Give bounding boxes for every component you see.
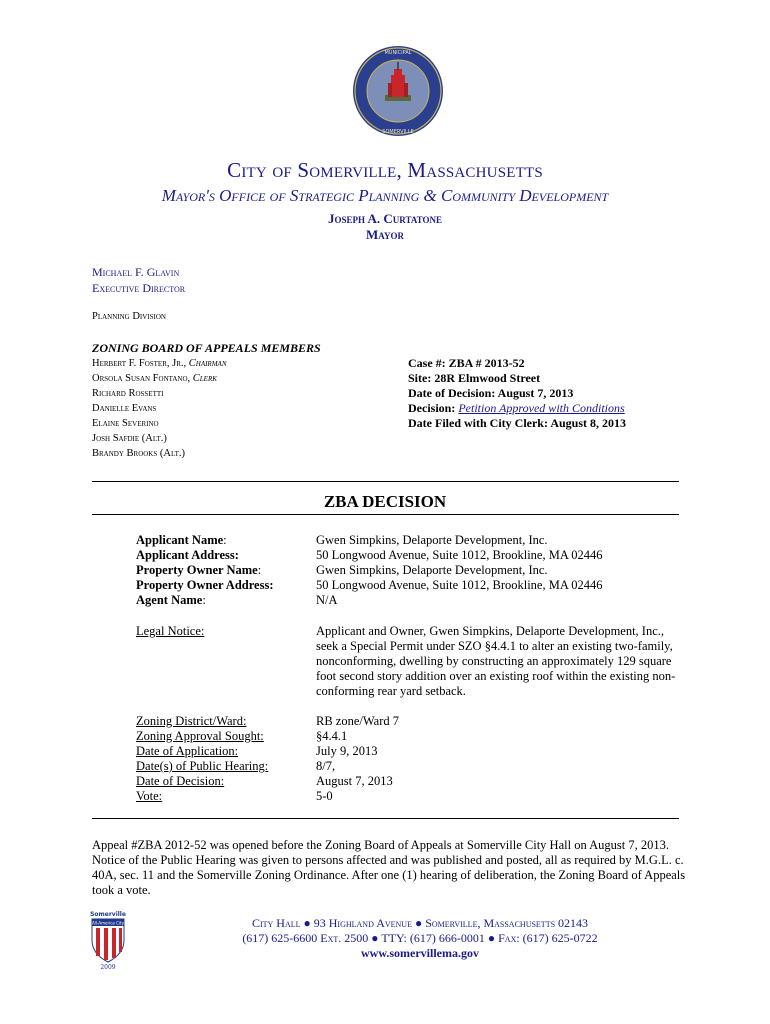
board-member: Brandy Brooks (Alt.) bbox=[92, 448, 185, 459]
zoning-value: §4.4.1 bbox=[316, 729, 348, 743]
board-member: Richard Rossetti bbox=[92, 388, 164, 399]
board-members-list bbox=[92, 356, 226, 461]
case-date-of-decision: Date of Decision: August 7, 2013 bbox=[408, 386, 574, 400]
footer-address: City Hall ● 93 Highland Avenue ● Somerville, Massachusetts 02143 bbox=[251, 916, 589, 930]
applicant-labels bbox=[136, 533, 274, 608]
zoning-value: 8/7, bbox=[316, 759, 336, 773]
footer-phone: (617) 625-6600 Ext. 2500 ● TTY: (617) 666-0001 ● Fax: (617) 625-0722 bbox=[242, 931, 598, 945]
applicant-label: Property Owner Address: bbox=[136, 578, 274, 592]
applicant-label: Applicant Name: bbox=[136, 533, 227, 547]
applicant-value: 50 Longwood Avenue, Suite 1012, Brookline, MA 02446 bbox=[316, 548, 603, 562]
board-member: Herbert F. Foster, Jr., Chairman bbox=[92, 358, 227, 369]
planning-division: Planning Division bbox=[92, 311, 166, 322]
executive-director-block bbox=[92, 264, 185, 296]
svg-text:MUNICIPAL: MUNICIPAL bbox=[384, 50, 412, 56]
office-subtitle: Mayor's Office of Strategic Planning & Community Development bbox=[161, 186, 609, 205]
zoning-labels bbox=[136, 714, 268, 804]
decision-title: ZBA DECISION bbox=[323, 492, 447, 511]
director-name: Michael F. Glavin bbox=[92, 265, 180, 279]
mayor-title: Mayor bbox=[366, 227, 404, 242]
case-info bbox=[408, 356, 626, 431]
zoning-label: Vote: bbox=[136, 789, 163, 803]
zoning-label: Date(s) of Public Hearing: bbox=[136, 759, 269, 773]
zoning-label: Zoning Approval Sought: bbox=[136, 729, 264, 743]
applicant-value: N/A bbox=[316, 593, 338, 607]
applicant-value: Gwen Simpkins, Delaporte Development, Inc. bbox=[316, 563, 548, 577]
footer-contact bbox=[150, 916, 690, 961]
divider-top bbox=[92, 481, 679, 482]
all-america-city-logo bbox=[86, 910, 130, 970]
svg-text:SOMERVILLE: SOMERVILLE bbox=[382, 129, 414, 135]
divider-bottom bbox=[92, 818, 679, 819]
applicant-value: 50 Longwood Avenue, Suite 1012, Brookline, MA 02446 bbox=[316, 578, 603, 592]
zoning-values bbox=[316, 714, 399, 804]
logo-top-text: Somerville bbox=[90, 911, 126, 918]
case-site: Site: 28R Elmwood Street bbox=[408, 371, 541, 385]
city-seal bbox=[352, 45, 444, 137]
city-title: City of Somerville, Massachusetts bbox=[227, 158, 543, 182]
appeal-paragraph: Appeal #ZBA 2012-52 was opened before the Zoning Board of Appeals at Somerville City Hall on August 7, 2013. Notice of the Public Hearing was given to persons affected and was published and posted, all as required by M.G.L. c. 40A, sec. 11 and the Somerville Zoning Ordinance. After one (1) hearing of deliberation, the Zoning Board of Appeals took a vote. bbox=[92, 838, 686, 897]
zoning-label: Date of Application: bbox=[136, 744, 239, 758]
divider-title bbox=[92, 514, 679, 515]
zoning-label: Zoning District/Ward: bbox=[136, 714, 247, 728]
applicant-label: Applicant Address: bbox=[136, 548, 239, 562]
zoning-value: 5-0 bbox=[316, 789, 333, 803]
board-member: Danielle Evans bbox=[92, 403, 157, 414]
zoning-value: August 7, 2013 bbox=[316, 774, 393, 788]
decision-link[interactable]: Petition Approved with Conditions bbox=[458, 401, 625, 415]
zoning-label: Date of Decision: bbox=[136, 774, 225, 788]
director-title: Executive Director bbox=[92, 281, 186, 295]
board-members-heading: ZONING BOARD OF APPEALS MEMBERS bbox=[92, 341, 321, 355]
board-member: Josh Safdie (Alt.) bbox=[92, 433, 167, 444]
applicant-label: Agent Name: bbox=[136, 593, 206, 607]
board-member: Elaine Severino bbox=[92, 418, 159, 429]
zoning-value: July 9, 2013 bbox=[316, 744, 378, 758]
zoning-value: RB zone/Ward 7 bbox=[316, 714, 400, 728]
legal-notice-label: Legal Notice: bbox=[136, 624, 205, 638]
logo-mid-text: All-America City bbox=[92, 920, 124, 926]
case-date-filed: Date Filed with City Clerk: August 8, 2013 bbox=[408, 416, 626, 430]
mayor-name: Joseph A. Curtatone bbox=[327, 211, 442, 226]
applicant-values bbox=[316, 533, 603, 608]
board-member: Orsola Susan Fontano, Clerk bbox=[92, 373, 217, 384]
legal-notice-text: Applicant and Owner, Gwen Simpkins, Delaporte Development, Inc., seek a Special Permit under SZO §4.4.1 to alter an existing two-family, nonconforming, dwelling by constructing an approximately 129 square foot second story addition over an existing roof within the existing non-conforming rear yard setback. bbox=[316, 624, 676, 698]
applicant-value: Gwen Simpkins, Delaporte Development, Inc. bbox=[316, 533, 548, 547]
footer-website-link[interactable]: www.somervillema.gov bbox=[361, 946, 479, 960]
logo-year: 2009 bbox=[100, 964, 116, 970]
applicant-label: Property Owner Name: bbox=[136, 563, 262, 577]
case-decision: Decision: Petition Approved with Conditions bbox=[408, 401, 625, 415]
case-number: Case #: ZBA # 2013-52 bbox=[408, 356, 525, 370]
